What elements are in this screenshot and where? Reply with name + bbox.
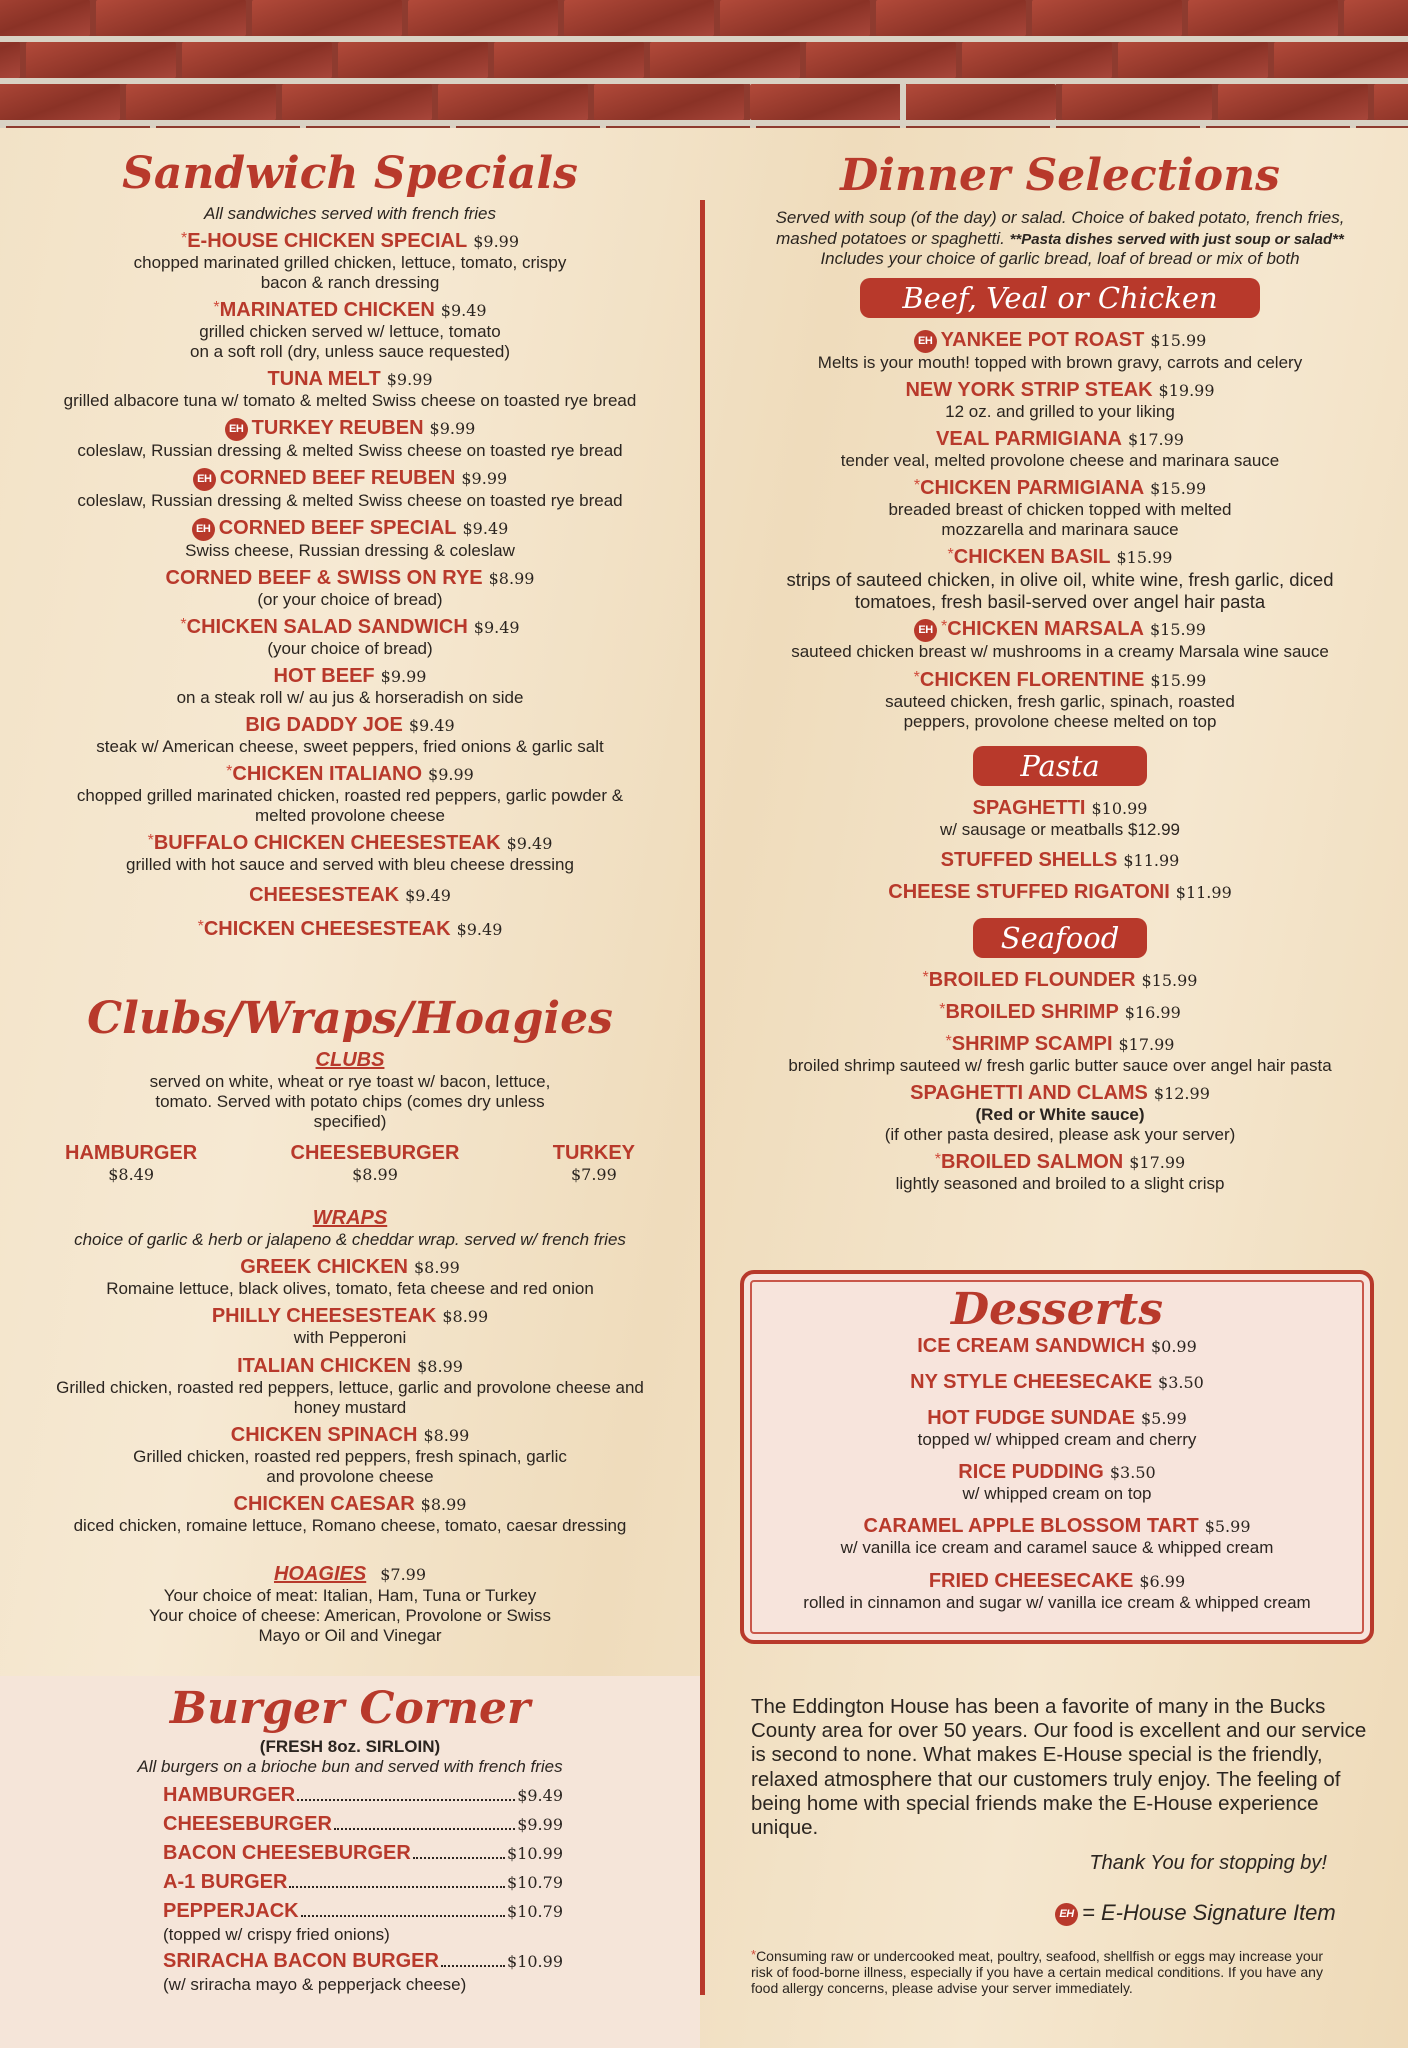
menu-item [745,545,1375,613]
dinner-intro: Served with soup (of the day) or salad. Choice of baked potato, french fries, [775,208,1345,228]
item-name: GREEK CHICKEN [240,1256,408,1279]
hoagies-line: Your choice of meat: Italian, Ham, Tuna or Turkey [163,1585,537,1605]
item-name: STUFFED SHELLS [940,848,1118,871]
item-price: $10.79 [507,1872,563,1892]
item-name: HOT FUDGE SUNDAE [927,1407,1135,1430]
item-desc: Grilled chicken, roasted red peppers, fresh spinach, garlic and provolone cheese [133,1446,567,1486]
item-desc: chopped marinated grilled chicken, lettuce, tomato, crispy bacon & ranch dressing [133,252,567,292]
wraps-label: WRAPS [312,1207,388,1230]
menu-item [745,848,1375,872]
about-text: The Eddington House has been a favorite of many in the Bucks County area for over 50 years. Our food is excellent and our service is second to none. What makes E-House special is the friendly, relaxed atmosphere that our customers truly enjoy. The feeling of being home with special friends make the E-House experience unique. [751,1695,1367,1839]
item-desc: grilled chicken served w/ lettuce, tomato on a soft roll (dry, unless sauce requested) [190,321,511,361]
dinner-title: Dinner Selections [840,150,1280,201]
burger-list [163,1784,563,2000]
item-price: $3.50 [1158,1373,1204,1393]
item-price: $9.49 [456,920,503,940]
item-name: TUNA MELT [267,367,381,390]
asterisk-icon: * [934,1150,942,1168]
item-price: $9.99 [517,1814,563,1834]
burger-subtitle: All burgers on a brioche bun and served with french fries [137,1757,563,1777]
menu-item [745,1032,1375,1076]
menu-item [40,615,660,659]
item-name: CHICKEN SALAD SANDWICH [186,616,468,639]
eh-badge-icon: EH [225,418,248,441]
item-name: BROILED SALMON [941,1150,1124,1173]
item-name: CHICKEN BASIL [953,545,1111,568]
menu-item [40,664,660,708]
item-price: $9.99 [473,231,520,251]
item-name: HOT BEEF [273,665,375,688]
item-name: BROILED FLOUNDER [928,968,1136,991]
asterisk-icon: * [922,968,929,986]
item-price: $11.99 [1123,850,1180,870]
item-name: BROILED SHRIMP [945,1000,1119,1023]
menu-item [745,328,1375,373]
item-name: CHICKEN CHEESESTEAK [203,918,451,941]
item-name: CHEESE STUFFED RIGATONI [888,880,1170,903]
item-price: $9.49 [440,300,487,320]
item-name: VEAL PARMIGIANA [936,427,1122,450]
item-price: $8.49 [108,1165,155,1185]
legend-text: = E-House Signature Item [1082,1900,1336,1925]
leader-dots [413,1857,505,1859]
menu-item [40,229,660,293]
eh-badge-icon: EH [192,518,215,541]
eh-badge-icon: EH [193,468,216,491]
menu-item [744,1569,1370,1613]
column-divider [700,200,705,1995]
menu-item [744,1460,1370,1504]
item-price: $8.99 [417,1356,463,1376]
item-price: $9.49 [517,1785,563,1805]
asterisk-icon: * [941,618,948,636]
right-column [745,152,1375,1194]
item-name: NEW YORK STRIP STEAK [905,378,1153,401]
item-price: $11.99 [1175,882,1232,902]
item-price: $9.49 [405,886,451,906]
item-name: BUFFALO CHICKEN CHEESESTEAK [153,832,501,855]
item-name: SPAGHETTI [972,796,1086,819]
brick-row [0,84,1378,126]
item-price: $17.99 [1127,429,1184,449]
clubs-section [40,1048,660,1132]
menu-item [40,883,660,907]
disclaimer-text: Consuming raw or undercooked meat, poultry, seafood, shellfish or eggs may increase your risk of food-borne illness, especially if you have a certain medical conditions. If you have any food allergy concerns, please advise your server immediately. [751,1948,1324,1997]
item-name: TURKEY REUBEN [251,417,424,440]
menu-item [745,968,1375,992]
asterisk-icon: * [226,763,233,781]
item-price: $9.49 [506,834,553,854]
menu-item [40,416,660,461]
burger-row [163,1842,563,1871]
clubs-desc: served on white, wheat or rye toast w/ bacon, lettuce, tomato. Served with potato chips (comes dry unless specified) [149,1071,551,1131]
menu-item [745,668,1375,732]
menu-item [40,367,660,411]
item-name: CORNED BEEF REUBEN [219,467,456,490]
item-desc: topped w/ whipped cream and cherry [917,1430,1197,1450]
item-price: $15.99 [1116,547,1173,567]
sandwich-title: Sandwich Specials [122,148,578,199]
leader-dots [441,1965,505,1967]
item-desc: tender veal, melted provolone cheese and marinara sauce [840,450,1280,470]
menu-item [40,762,660,826]
item-price: $15.99 [1149,620,1206,640]
burger-corner [40,1685,660,2000]
item-name: SHRIMP SCAMPI [951,1032,1113,1055]
item-desc: 12 oz. and grilled to your liking [945,401,1175,421]
item-price: $9.49 [473,618,520,638]
item-name: CORNED BEEF & SWISS ON RYE [165,567,483,590]
dinner-intro-text: mashed potatoes or spaghetti. [776,228,1005,248]
desserts-box [740,1270,1374,1644]
asterisk-icon: * [180,229,188,247]
eh-badge-icon: EH [914,330,937,353]
menu-item [744,1334,1370,1358]
burger-note: (topped w/ crispy fried onions) [163,1924,390,1944]
item-price: $9.99 [386,369,433,389]
item-name: PEPPERJACK [163,1899,299,1922]
item-name: CARAMEL APPLE BLOSSOM TART [863,1515,1199,1538]
menu-item [40,831,660,875]
item-name: HAMBURGER [163,1783,296,1806]
item-name: CHICKEN PARMIGIANA [920,476,1145,499]
club-items [40,1142,660,1184]
hoagies-line: Your choice of cheese: American, Provolone or Swiss [149,1605,551,1625]
leader-dots [334,1828,515,1830]
item-desc: steak w/ American cheese, sweet peppers, fried onions & garlic salt [96,737,604,757]
item-desc: lightly seasoned and broiled to a slight crisp [895,1173,1225,1193]
item-name: CHEESESTEAK [249,884,400,907]
item-name: RICE PUDDING [958,1461,1104,1484]
item-price: $3.50 [1109,1463,1156,1483]
menu-item [40,1255,660,1299]
asterisk-icon: * [751,1947,757,1962]
item-price: $8.99 [442,1307,489,1327]
asterisk-icon: * [180,616,187,634]
item-name: PHILLY CHEESESTEAK [211,1305,437,1328]
menu-item [40,713,660,757]
item-name: YANKEE POT ROAST [940,328,1145,351]
club-item [65,1142,197,1184]
item-name: SRIRACHA BACON BURGER [163,1949,439,1972]
dinner-intro [745,229,1375,249]
club-item [291,1142,460,1184]
item-price: $15.99 [1150,478,1207,498]
menu-item [40,1354,660,1418]
menu-item [40,566,660,610]
food-disclaimer [751,1948,1331,1996]
item-desc: w/ vanilla ice cream and caramel sauce & whipped cream [840,1538,1274,1558]
item-price: $10.99 [1091,798,1148,818]
burger-note: (w/ sriracha mayo & pepperjack cheese) [163,1974,467,1994]
item-price: $7.99 [570,1165,617,1185]
hoagies-price: $7.99 [380,1564,427,1584]
seafood-header: Seafood [973,918,1147,958]
asterisk-icon: * [213,298,220,316]
item-price: $17.99 [1118,1034,1175,1054]
item-desc: on a steak roll w/ au jus & horseradish on side [176,688,524,708]
item-desc: Romaine lettuce, black olives, tomato, feta cheese and red onion [106,1279,594,1299]
item-name: CHICKEN FLORENTINE [919,668,1145,691]
wraps-section [40,1206,660,1250]
clubs-label: CLUBS [315,1048,385,1071]
menu-item [745,617,1375,662]
item-name: CHICKEN ITALIANO [232,763,423,786]
sandwich-subtitle: All sandwiches served with french fries [204,204,496,224]
menu-item [40,1423,660,1487]
item-price: $10.99 [507,1951,563,1971]
menu-item [744,1370,1370,1394]
asterisk-icon: * [147,832,154,850]
item-desc: w/ sausage or meatballs $12.99 [939,819,1181,839]
desserts-title: Desserts [951,1284,1163,1335]
thanks-text: Thank You for stopping by! [1089,1852,1327,1875]
item-price: $5.99 [1140,1409,1187,1429]
item-name: SPAGHETTI AND CLAMS [910,1081,1148,1104]
item-price: $16.99 [1124,1002,1181,1022]
item-price: $8.99 [420,1494,467,1514]
item-price: $0.99 [1150,1337,1197,1357]
item-price: $8.99 [488,569,535,589]
item-desc: Swiss cheese, Russian dressing & coleslaw [185,541,515,561]
item-name: FRIED CHEESECAKE [928,1569,1134,1592]
item-price: $17.99 [1129,1152,1186,1172]
item-price: $6.99 [1139,1571,1186,1591]
asterisk-icon: * [947,545,954,563]
item-name: NY STYLE CHEESECAKE [910,1371,1153,1394]
item-desc: breaded breast of chicken topped with melted mozzarella and marinara sauce [888,499,1232,539]
eh-badge-icon: EH [914,619,937,642]
brick-header [0,0,1408,128]
item-desc: rolled in cinnamon and sugar w/ vanilla ice cream & whipped cream [803,1592,1311,1612]
item-price: $10.99 [507,1843,563,1863]
menu-item [745,880,1375,904]
item-price: $15.99 [1150,330,1207,350]
item-name: TURKEY [552,1142,635,1165]
item-name: CHICKEN CAESAR [233,1492,415,1515]
menu-item [40,466,660,511]
item-name: A-1 BURGER [163,1870,288,1893]
item-name: BIG DADDY JOE [245,714,403,737]
item-desc: (your choice of bread) [267,639,433,659]
item-desc: grilled with hot sauce and served with bleu cheese dressing [126,855,574,875]
item-price: $10.79 [507,1901,563,1921]
asterisk-icon: * [197,918,204,936]
item-note: (if other pasta desired, please ask your server) [884,1124,1236,1144]
item-name: CHEESEBURGER [290,1142,460,1165]
item-price: $9.99 [428,765,474,785]
menu-item [40,298,660,362]
item-name: HAMBURGER [65,1142,198,1165]
menu-item [40,1492,660,1536]
menu-item [745,427,1375,471]
club-item [553,1142,635,1184]
item-price: $5.99 [1204,1517,1251,1537]
menu-item [40,1304,660,1348]
asterisk-icon: * [945,1032,952,1050]
item-desc: coleslaw, Russian dressing & melted Swiss cheese on toasted rye bread [77,491,623,511]
beef-veal-chicken-header: Beef, Veal or Chicken [860,278,1260,318]
item-desc: strips of sauteed chicken, in olive oil, white wine, fresh garlic, diced tomatoes, fresh basil-served over angel hair pasta [786,568,1334,612]
left-column [40,150,660,1646]
item-price: $9.49 [408,716,455,736]
item-name: CORNED BEEF SPECIAL [218,517,457,540]
menu-item [745,1081,1375,1145]
item-desc: coleslaw, Russian dressing & melted Swiss cheese on toasted rye bread [77,441,623,461]
menu-item [745,796,1375,840]
item-name: CHEESEBURGER [163,1812,332,1835]
burger-row [163,1813,563,1842]
item-note: (Red or White sauce) [975,1104,1145,1124]
hoagies-line: Mayo or Oil and Vinegar [258,1625,442,1645]
menu-item [745,476,1375,540]
item-price: $12.99 [1153,1083,1210,1103]
burger-title: Burger Corner [169,1683,531,1734]
item-desc: diced chicken, romaine lettuce, Romano cheese, tomato, caesar dressing [73,1515,627,1535]
item-price: $9.49 [462,519,509,539]
menu-item [745,1000,1375,1024]
item-price: $15.99 [1141,970,1198,990]
item-desc: (or your choice of bread) [257,590,443,610]
menu-item [744,1406,1370,1450]
burger-fresh: (FRESH 8oz. SIRLOIN) [259,1737,441,1757]
asterisk-icon: * [913,476,921,494]
item-name: ITALIAN CHICKEN [237,1354,412,1377]
item-price: $15.99 [1150,670,1207,690]
hoagies-section [40,1562,660,1646]
burger-row [163,1871,563,1900]
leader-dots [301,1915,505,1917]
pasta-header: Pasta [973,746,1147,786]
asterisk-icon: * [913,668,920,686]
item-price: $9.99 [380,667,427,687]
brick-row [0,42,1278,84]
item-desc: Melts is your mouth! topped with brown gravy, carrots and celery [817,352,1303,372]
item-desc: chopped grilled marinated chicken, roasted red peppers, garlic powder & melted provolone cheese [76,786,624,826]
leader-dots [297,1799,515,1801]
about-section [751,1695,1371,1876]
item-price: $9.99 [461,469,508,489]
signature-legend [1055,1900,1336,1926]
menu-item [40,516,660,561]
item-desc: sauteed chicken breast w/ mushrooms in a creamy Marsala wine sauce [791,642,1329,662]
hoagies-label: HOAGIES [273,1562,367,1585]
item-name: MARINATED CHICKEN [219,298,435,321]
item-price: $8.99 [423,1425,470,1445]
item-desc: with Pepperoni [293,1328,407,1348]
item-name: CHICKEN SPINACH [230,1423,418,1446]
item-price: $19.99 [1158,380,1215,400]
item-price: $8.99 [352,1165,398,1185]
item-name: BACON CHEESEBURGER [163,1841,411,1864]
item-name: E-HOUSE CHICKEN SPECIAL [187,229,468,252]
clubs-title: Clubs/Wraps/Hoagies [87,993,613,1045]
item-desc: grilled albacore tuna w/ tomato & melted Swiss cheese on toasted rye bread [63,390,637,410]
leader-dots [289,1886,505,1888]
item-name: ICE CREAM SANDWICH [917,1335,1145,1358]
dinner-intro: Includes your choice of garlic bread, loaf of bread or mix of both [820,249,1300,269]
asterisk-icon: * [939,1000,946,1018]
item-desc: sauteed chicken, fresh garlic, spinach, roasted peppers, provolone cheese melted on top [885,691,1235,731]
pasta-note: **Pasta dishes served with just soup or salad** [1009,230,1344,248]
menu-item [745,378,1375,422]
item-price: $9.99 [429,419,476,439]
brick-row [0,0,1348,42]
wraps-desc: choice of garlic & herb or jalapeno & cheddar wrap. served w/ french fries [74,1230,626,1250]
menu-item [40,917,660,941]
menu-item [744,1514,1370,1558]
item-desc: broiled shrimp sauteed w/ fresh garlic butter sauce over angel hair pasta [788,1055,1332,1075]
eh-badge-icon: EH [1055,1903,1078,1926]
item-name: CHICKEN MARSALA [947,618,1144,641]
burger-row [163,1784,563,1813]
item-desc: w/ whipped cream on top [962,1484,1152,1504]
item-price: $8.99 [413,1258,460,1278]
menu-item [745,1150,1375,1194]
item-desc: Grilled chicken, roasted red peppers, lettuce, garlic and provolone cheese and honey mustard [56,1377,644,1417]
